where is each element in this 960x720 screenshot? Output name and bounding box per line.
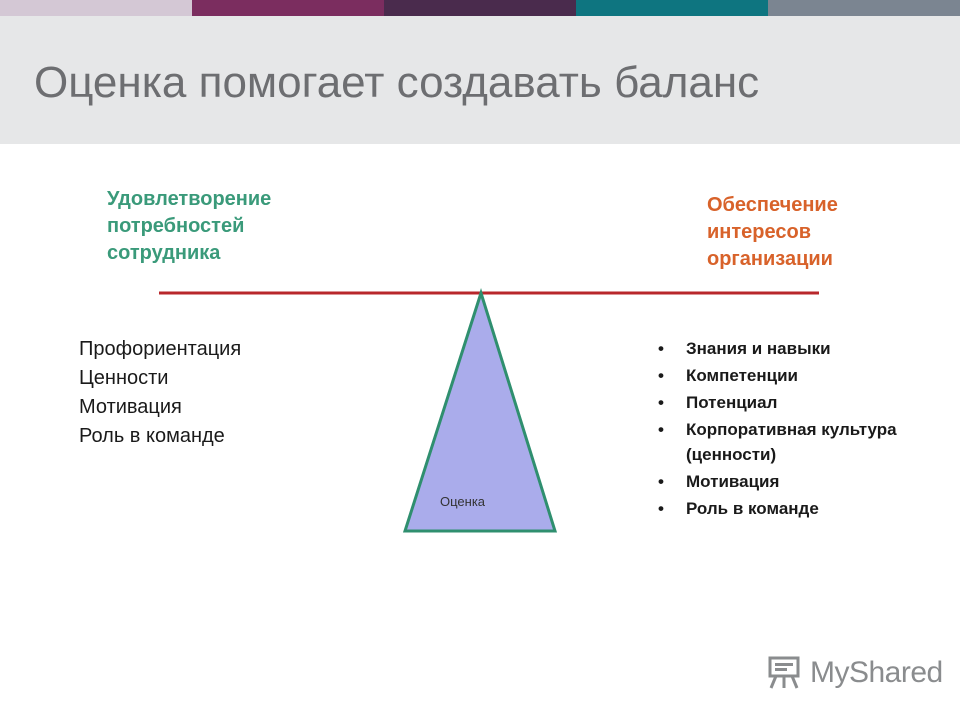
employee-needs-heading: Удовлетворение потребностей сотрудника — [107, 188, 272, 264]
list-item — [658, 496, 928, 521]
list-item-text: Корпоративная культура (ценности) — [686, 420, 897, 464]
employee-needs-list — [79, 335, 241, 451]
list-item-text: Потенциал — [686, 393, 778, 412]
organization-interests-heading: Обеспечение интересов организации — [707, 194, 838, 270]
list-item — [658, 469, 928, 494]
bullet-icon: • — [658, 420, 664, 439]
list-item: Профориентация — [79, 338, 242, 360]
slide-title: Оценка помогает создавать баланс — [34, 58, 760, 107]
list-item-text: Мотивация — [686, 472, 780, 491]
list-item-text: Знания и навыки — [686, 339, 831, 358]
bullet-icon: • — [658, 339, 664, 358]
list-item-text: Роль в команде — [686, 499, 819, 518]
fulcrum-label: Оценка — [440, 494, 486, 509]
bullet-icon: • — [658, 393, 664, 412]
list-item — [658, 363, 928, 388]
list-item: Ценности — [79, 367, 169, 389]
bullet-icon: • — [658, 499, 664, 518]
list-item — [658, 336, 928, 361]
logo-text: MyShared — [810, 656, 943, 689]
bullet-icon: • — [658, 472, 664, 491]
presentation-board-icon — [766, 656, 802, 690]
list-item — [658, 390, 928, 415]
list-item: Роль в команде — [79, 425, 225, 447]
list-item — [658, 417, 928, 467]
bullet-icon: • — [658, 366, 664, 385]
list-item-text: Компетенции — [686, 366, 799, 385]
myshared-logo — [766, 656, 943, 690]
list-item: Мотивация — [79, 396, 182, 418]
organization-interests-list — [658, 336, 928, 523]
